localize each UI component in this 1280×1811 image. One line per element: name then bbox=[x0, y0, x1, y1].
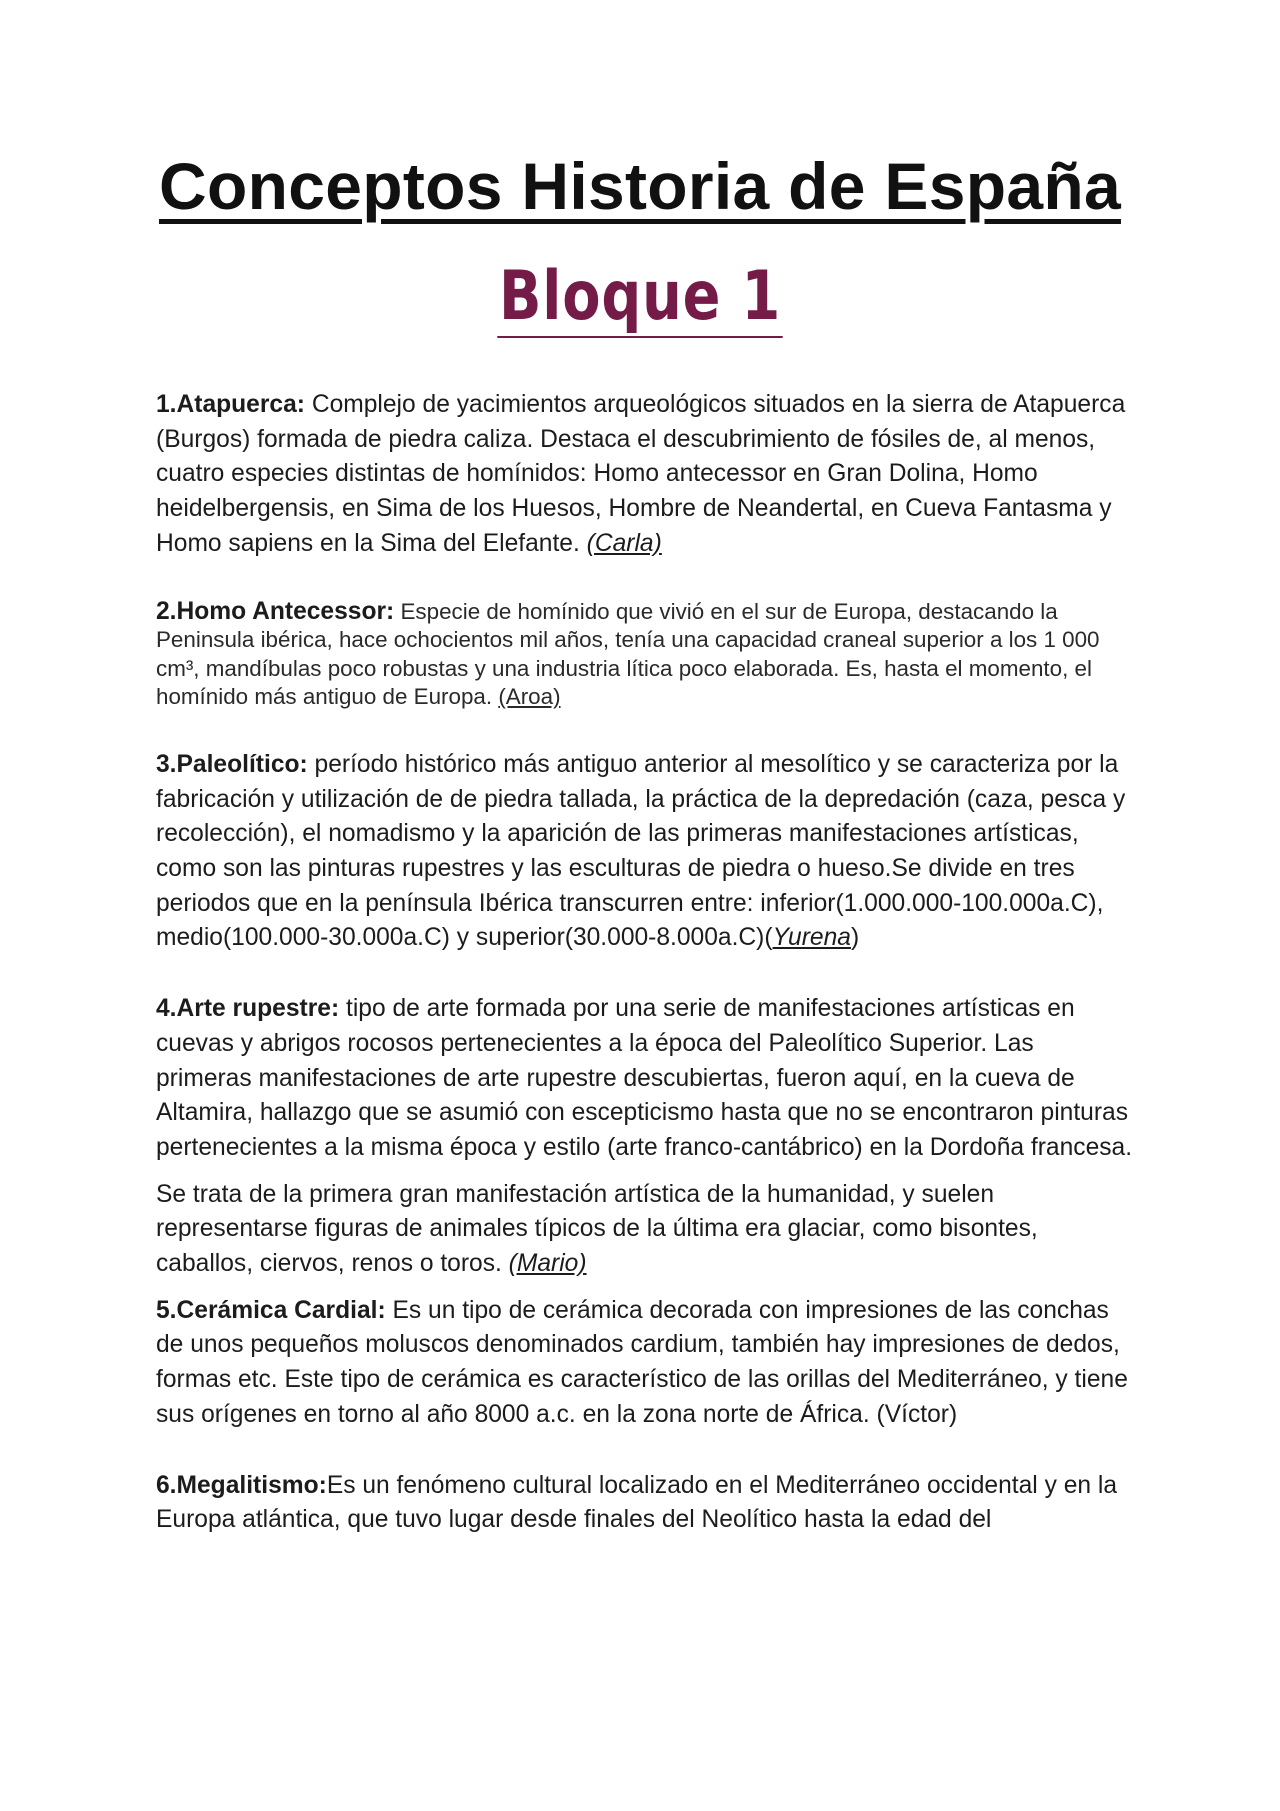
concept-definition: Se trata de la primera gran manifestación artística de la humanidad, y suelen representarse figuras de animales típicos de la última era glaciar, como bisontes, caballos, ciervos, renos o toros. bbox=[156, 1180, 1038, 1278]
concept-definition: Es un fenómeno cultural localizado en el Mediterráneo occidental y en la Europa atlántica, que tuvo lugar desde finales del Neolítico hasta la edad del bbox=[156, 1471, 1118, 1534]
concept-megalitismo bbox=[156, 1469, 1134, 1538]
concept-term: 3.Paleolítico: bbox=[156, 750, 308, 778]
concept-definition: Es un tipo de cerámica decorada con impresiones de las conchas de unos pequeños moluscos denominados cardium, también hay impresiones de dedos, formas etc. Este tipo de cerámica es característico de las orillas del Mediterráneo, y tiene sus orígenes en torno al año 8000 a.c. en la zona norte de África. (Víctor) bbox=[156, 1296, 1128, 1428]
block-heading-text: Bloque 1 bbox=[498, 257, 782, 336]
concept-definition: Complejo de yacimientos arqueológicos situados en la sierra de Atapuerca (Burgos) formada de piedra caliza. Destaca el descubrimiento de fósiles de, al menos, cuatro especies distintas de homínidos: Homo antecessor en Gran Dolina, Homo heidelbergensis, en Sima de los Huesos, Hombre de Neandertal, en Cueva Fantasma y Homo sapiens en la Sima del Elefante. bbox=[156, 391, 1126, 557]
concept-term: 5.Cerámica Cardial: bbox=[156, 1296, 386, 1324]
concept-term: 2.Homo Antecessor: bbox=[156, 597, 395, 625]
concept-ceramica-cardial bbox=[156, 1294, 1134, 1433]
concept-definition: período histórico más antiguo anterior al mesolítico y se caracteriza por la fabricación y utilización de de piedra tallada, la práctica de la depredación (caza, pesca y recolección), el nomadismo y la aparición de las primeras manifestaciones artísticas, como son las pinturas rupestres y las esculturas de piedra o hueso.Se divide en tres periodos que en la península Ibérica transcurren entre: inferior(1.000.000-100.000a.C), medio(100.000-30.000a.C) y superior(30.000-8.000a.C)( bbox=[156, 750, 1126, 952]
concepts-list bbox=[156, 388, 1134, 1538]
concept-homo-antecessor bbox=[156, 598, 1134, 712]
concept-term: 1.Atapuerca: bbox=[156, 391, 305, 418]
concept-definition: tipo de arte formada por una serie de manifestaciones artísticas en cuevas y abrigos rocosos pertenecientes a la época del Paleolítico Superior. Las primeras manifestaciones de arte rupestre descubiertas, fueron aquí, en la cueva de Altamira, hallazgo que se asumió con escepticismo hasta que no se encontraron pinturas pertenecientes a la misma época y estilo (arte franco-cantábrico) en la Dordoña francesa. bbox=[156, 995, 1133, 1161]
page-title: Conceptos Historia de España bbox=[159, 149, 1121, 223]
concept-arte-rupestre-continued bbox=[156, 1178, 1134, 1282]
concept-definition-end: ) bbox=[850, 924, 860, 952]
concept-author: (Mario) bbox=[508, 1250, 587, 1278]
concept-arte-rupestre bbox=[156, 992, 1134, 1166]
concept-author: Yurena bbox=[772, 924, 851, 952]
block-heading bbox=[0, 258, 1280, 338]
concept-definition: Especie de homínido que vivió en el sur de Europa, destacando la Peninsula ibérica, hace ochocientos mil años, tenía una capacidad craneal superior a los 1 000 cm³, mandíbulas poco robustas y una industria lítica poco elaborada. Es, hasta el momento, el homínido más antiguo de Europa. bbox=[156, 598, 1100, 710]
concept-paleolitico bbox=[156, 748, 1134, 956]
concept-author: (Aroa) bbox=[498, 684, 561, 710]
concept-term: 6.Megalitismo: bbox=[156, 1471, 327, 1499]
concept-atapuerca bbox=[156, 388, 1134, 562]
concept-author: (Carla) bbox=[586, 529, 662, 557]
concept-term: 4.Arte rupestre: bbox=[156, 995, 340, 1023]
